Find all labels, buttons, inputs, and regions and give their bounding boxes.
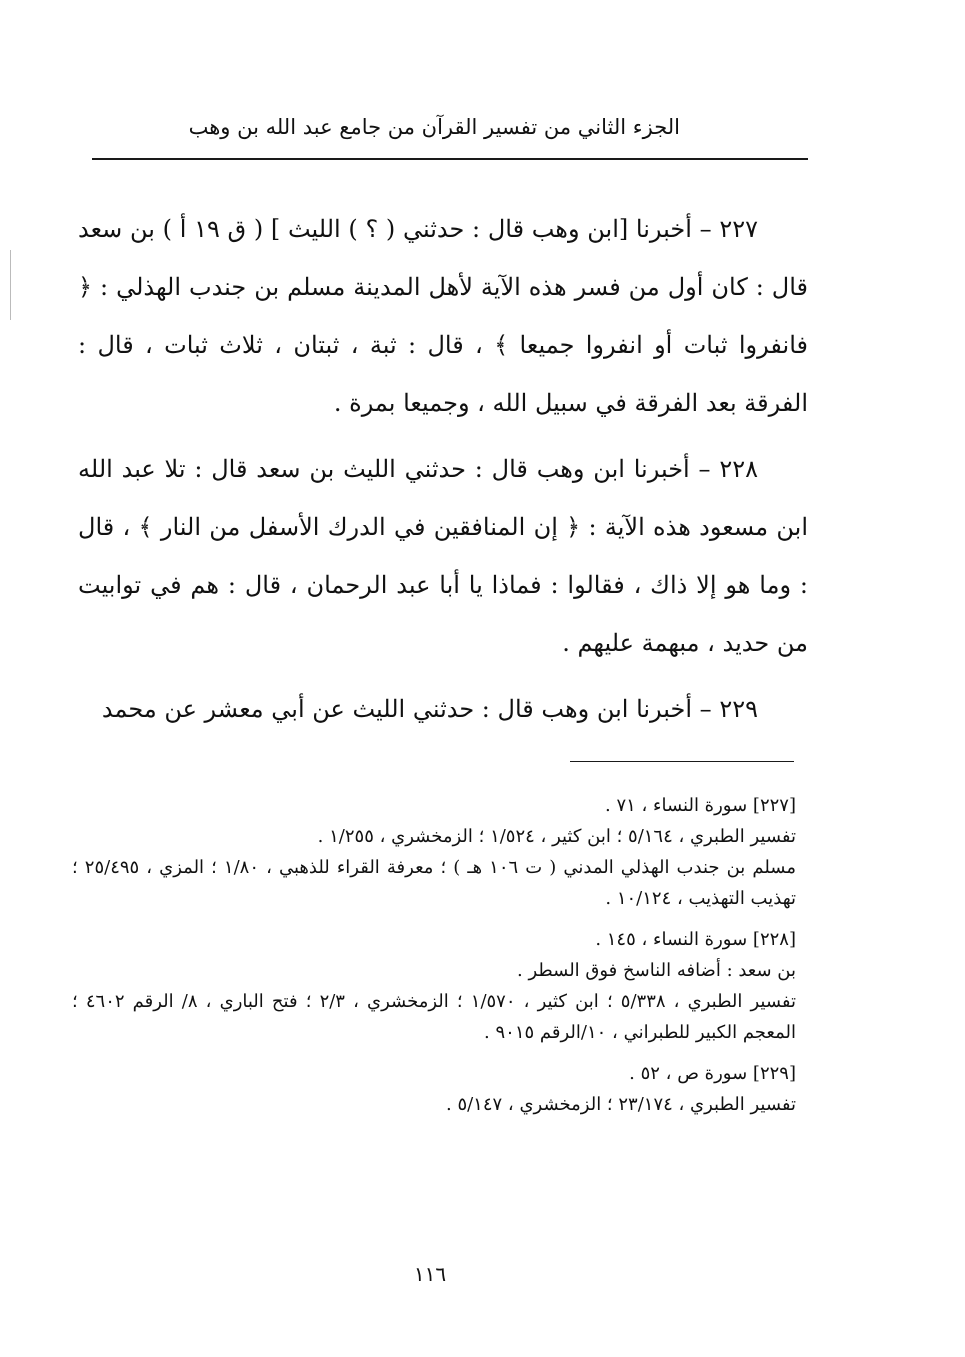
entry-number: ٢٢٨ (719, 455, 759, 483)
footnote-text: سورة النساء ، ١٤٥ . (595, 929, 748, 950)
entry-dash: – (689, 455, 711, 483)
entry-number: ٢٢٧ (719, 215, 758, 243)
footnote-228 (72, 924, 796, 1048)
footnote-line: بن سعد : أضافه الناسخ فوق السطر . (517, 960, 796, 981)
footnote-line (72, 1058, 796, 1089)
entry-dash: – (691, 215, 712, 243)
entry-228 (78, 440, 808, 672)
main-text (78, 200, 808, 746)
footnote-text: سورة ص ، ٥٢ . (629, 1063, 748, 1084)
entry-229 (78, 680, 808, 738)
footnote-line (72, 790, 796, 821)
entry-227 (78, 200, 808, 432)
entry-text: أخبرنا ابن وهب قال : حدثني الليث بن سعد قال : تلا عبد الله ابن مسعود هذه الآية : ﴿ إن المنافقين في الدرك الأسفل من النار ﴾ ، قال : وما هو إلا ذاك ، فقالوا : فماذا يا أبا عبد الرحمان ، قال : هم في توابيت من حديد ، مبهمة عليهم . (78, 455, 808, 657)
footnotes (72, 790, 796, 1130)
footnote-ref: [٢٢٩] (752, 1063, 796, 1084)
running-title: الجزء الثاني من تفسير القرآن من جامع عبد الله بن وهب (188, 115, 680, 139)
footnote-229 (72, 1058, 796, 1120)
entry-text: أخبرنا ابن وهب قال : حدثني الليث عن أبي معشر عن محمد (101, 695, 693, 723)
entry-text: أخبرنا [ابن وهب قال : حدثني ( ؟ ) الليث ] ( ق ١٩ أ ) بن سعد قال : كان أول من فسر هذه الآية لأهل المدينة مسلم بن جندب الهذلي : ﴿ فانفروا ثبات أو انفروا جميعا ﴾ ، قال : ثبة ، ثبتان ، ثلاث ثبات ، قال : الفرقة بعد الفرقة في سبيل الله ، وجميعا بمرة . (78, 215, 808, 417)
footnote-line (72, 924, 796, 955)
scan-edge-mark (10, 250, 11, 320)
entry-dash: – (692, 695, 712, 723)
page-number: ١١٦ (413, 1262, 447, 1286)
footnote-rule (570, 761, 794, 762)
footnote-text: سورة النساء ، ٧١ . (604, 795, 748, 816)
footnote-line: تفسير الطبري ، ٥/٣٣٨ ؛ ابن كثير ، ١/٥٧٠ ؛ الزمخشري ، ٢/٣ ؛ فتح الباري ، ٨/ الرقم ٤٦٠٢ ؛ المعجم الكبير للطبراني ، ١٠/الرقم ٩٠١٥ . (72, 991, 796, 1043)
footnote-ref: [٢٢٧] (752, 795, 796, 816)
header-rule (92, 158, 808, 160)
footnote-line: تفسير الطبري ، ٥/١٦٤ ؛ ابن كثير ، ١/٥٢٤ ؛ الزمخشري ، ١/٢٥٥ . (317, 826, 796, 847)
footnote-line: تفسير الطبري ، ٢٣/١٧٤ ؛ الزمخشري ، ٥/١٤٧ . (445, 1094, 796, 1115)
footnote-line: مسلم بن جندب الهذلي المدني ( ت ١٠٦ هـ ) ؛ معرفة القراء للذهبي ، ١/٨٠ ؛ المزي ، ٢٥/٤٩٥ ؛ تهذيب التهذيب ، ١٠/١٢٤ . (72, 857, 796, 909)
footnote-227 (72, 790, 796, 914)
footnote-ref: [٢٢٨] (752, 929, 796, 950)
entry-number: ٢٢٩ (719, 695, 758, 723)
